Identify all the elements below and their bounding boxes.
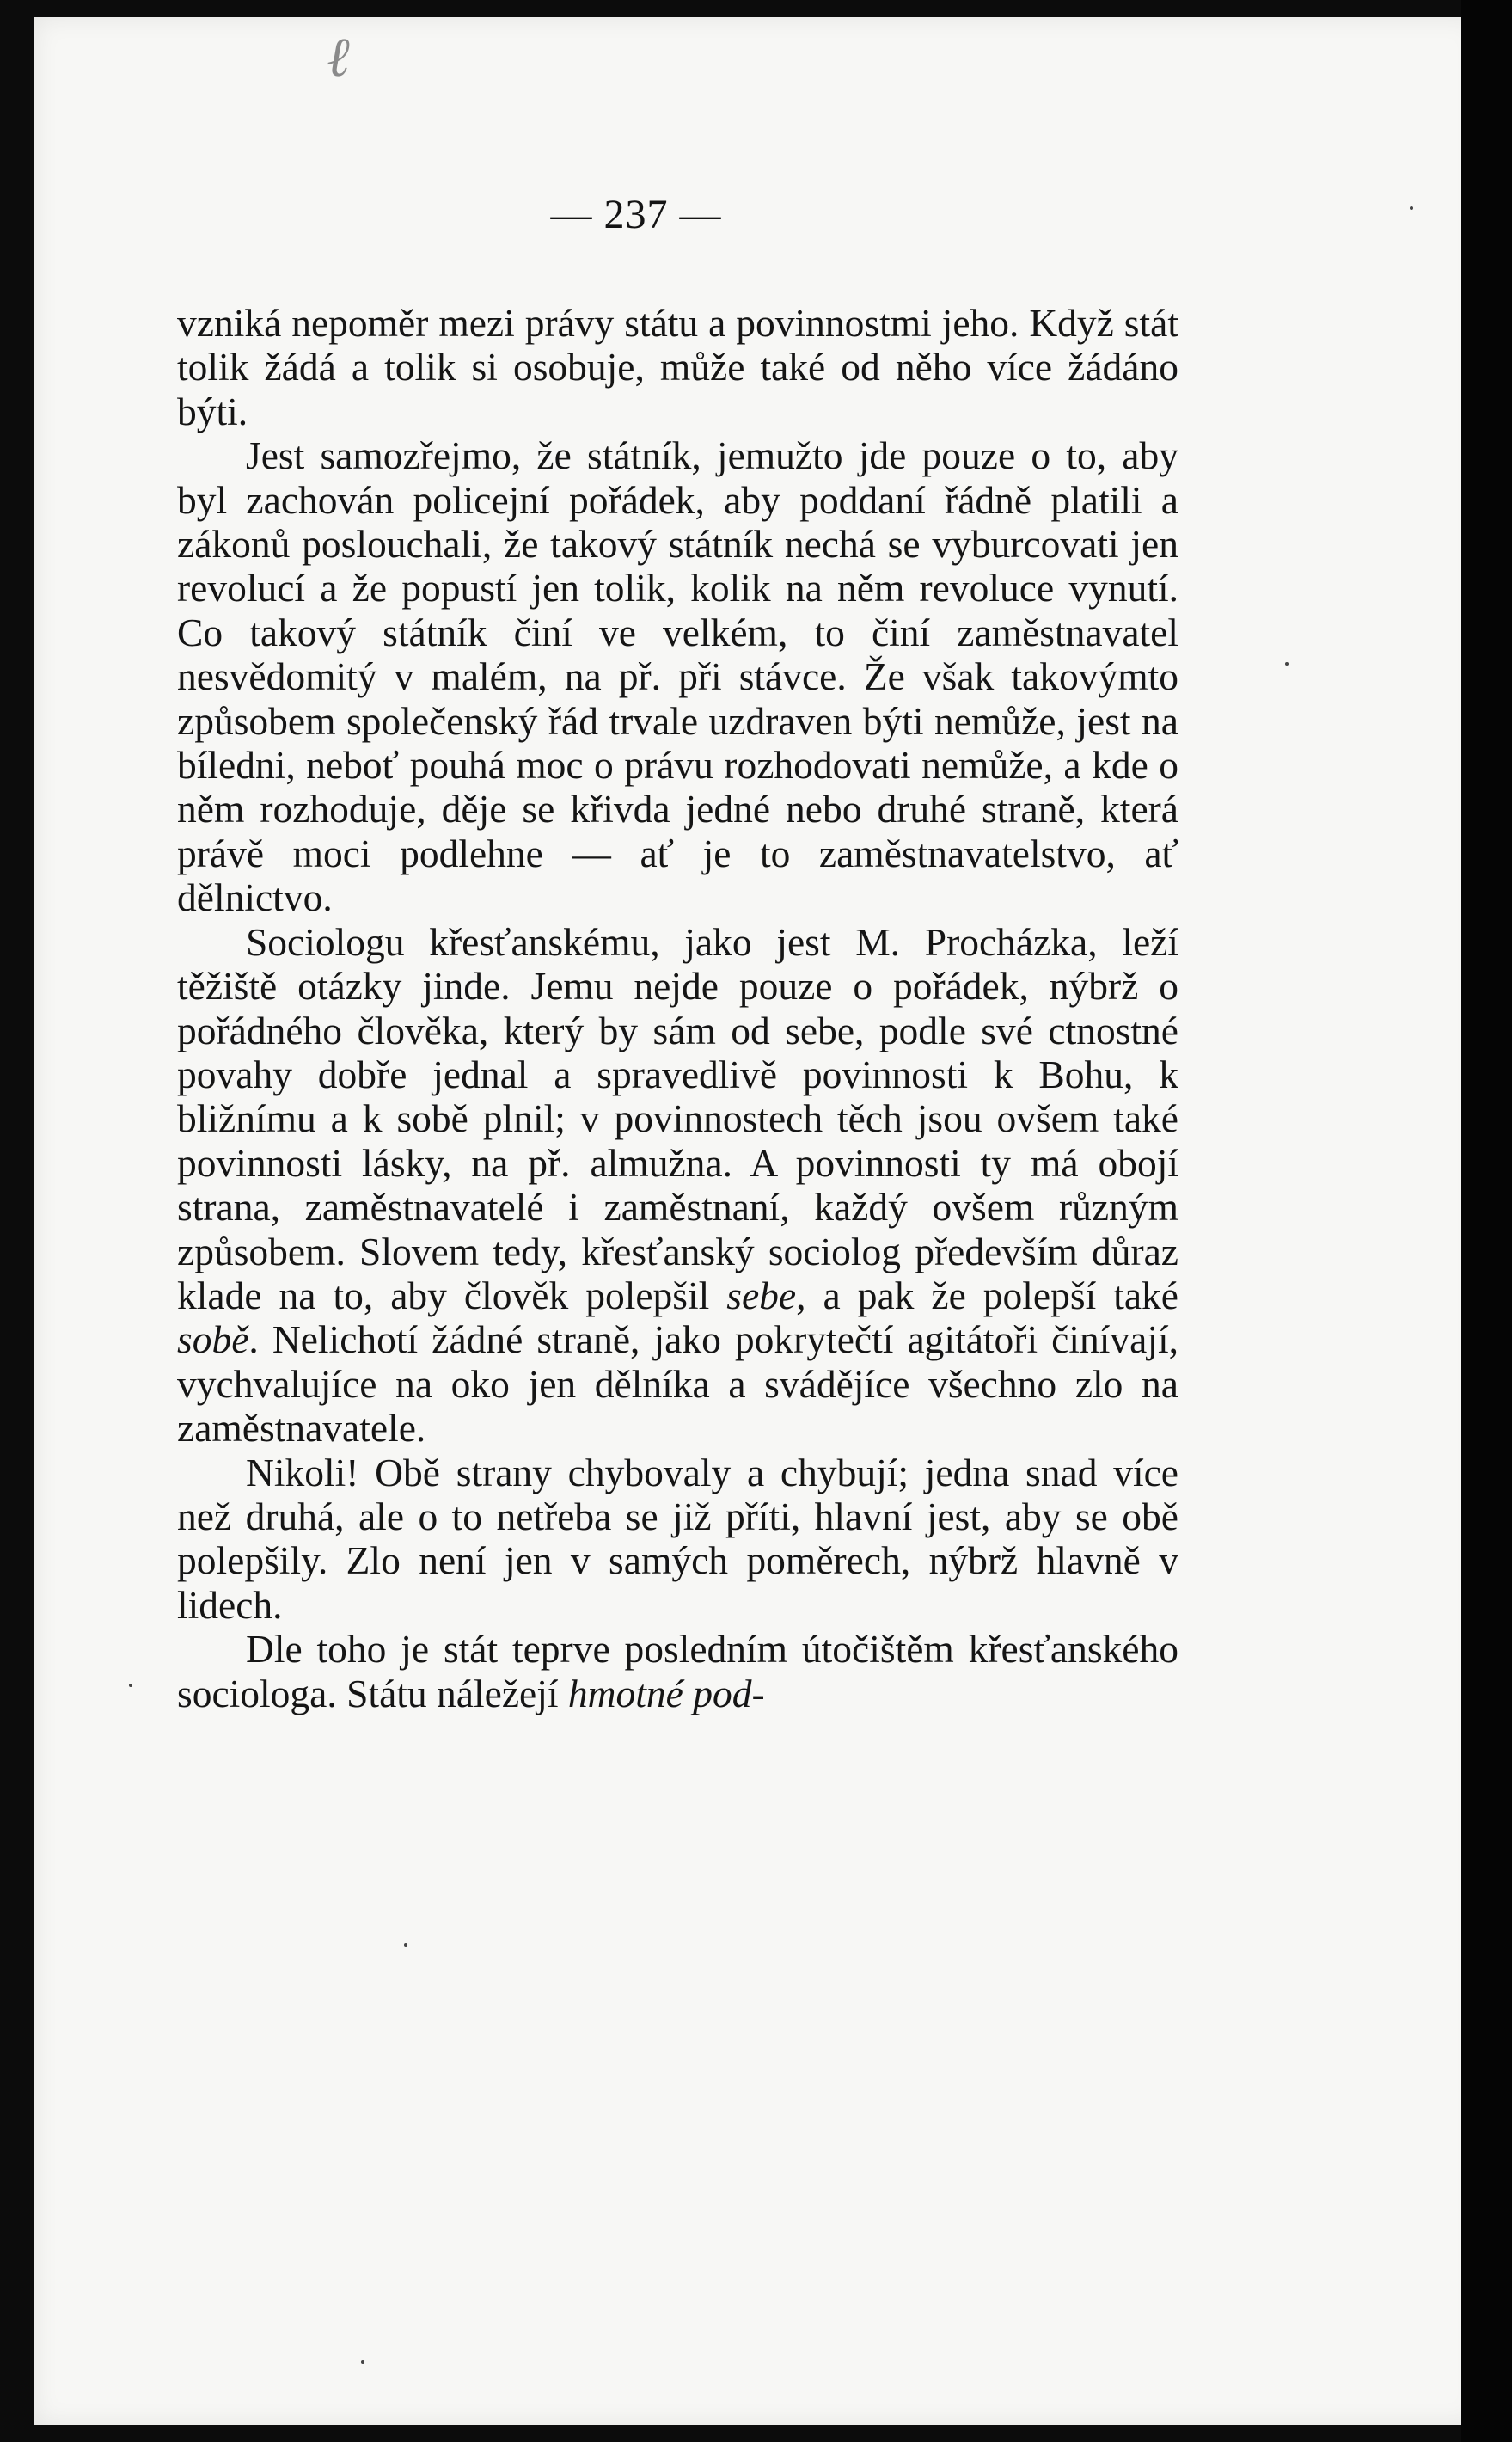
scan-border — [1461, 0, 1512, 2442]
dust-speck — [129, 1684, 132, 1687]
dust-speck — [1410, 206, 1413, 210]
italic-sobe: sobě — [177, 1317, 249, 1362]
paragraph-3-text-b: , a pak že polepší také — [796, 1273, 1178, 1317]
pencil-mark: ℓ — [327, 26, 350, 89]
paragraph-3-text-c: . Nelichotí žádné straně, jako pokrytečtí agitátoři činívají, vychvalujíce na oko jen dělníka a svádějíce všechno zlo na zaměstnavatele. — [177, 1317, 1178, 1451]
italic-hmotne-pod: hmotné pod- — [567, 1671, 765, 1715]
dust-speck — [1285, 662, 1289, 666]
paragraph-5 — [177, 1627, 1178, 1715]
dust-speck — [404, 1943, 407, 1947]
paragraph-5-text: Dle toho je stát teprve posledním útočištěm křesťanského sociologa. Státu náležejí — [177, 1627, 1178, 1715]
dust-speck — [361, 2360, 364, 2364]
paragraph-4: Nikoli! Obě strany chybovaly a chybují; jedna snad více než druhá, ale o to netřeba se již příti, hlavní jest, aby se obě polepšily. Zlo není jen v samých poměrech, nýbrž hlavně v lidech. — [177, 1450, 1178, 1627]
paragraph-2: Jest samozřejmo, že státník, jemužto jde pouze o to, aby byl zachován policejní pořádek, aby poddaní řádně platili a zákonů poslouchali, že takový státník nechá se vyburcovati jen revolucí a že popustí jen tolik, kolik na něm revoluce vynutí. Co takový státník činí ve velkém, to činí zaměstnavatel nesvědomitý v malém, na př. při stávce. Že však takovýmto způsobem společenský řád trvale uzdraven býti nemůže, jest na bíledni, neboť pouhá moc o právu rozhodovati nemůže, a kde o něm rozhoduje, děje se křivda jedné nebo druhé straně, která právě moci podlehne — ať je to zaměstnavatelstvo, ať dělnictvo. — [177, 433, 1178, 920]
italic-sebe: sebe — [726, 1273, 797, 1317]
paragraph-1: vzniká nepoměr mezi právy státu a povinnostmi jeho. Když stát tolik žádá a tolik si osobuje, může také od něho více žádáno býti. — [177, 301, 1178, 433]
paragraph-3-text-a: Sociologu křesťanskému, jako jest M. Procházka, leží těžiště otázky jinde. Jemu nejde pouze o pořádek, nýbrž o pořádného člověka, který by sám od sebe, podle své ctnostné povahy dobře jednal a spravedlivě povinnosti k Bohu, k bližnímu a k sobě plnil; v povinnostech těch jsou ovšem také povinnosti lásky, na př. almužna. A povinnosti ty má obojí strana, zaměstnavatelé i zaměstnaní, každý ovšem různým způsobem. Slovem tedy, křesťanský sociolog především důraz klade na to, aby člověk polepšil — [177, 919, 1178, 1317]
body-text — [177, 301, 1178, 1715]
page-number: — 237 — — [550, 192, 722, 237]
paragraph-3 — [177, 920, 1178, 1451]
